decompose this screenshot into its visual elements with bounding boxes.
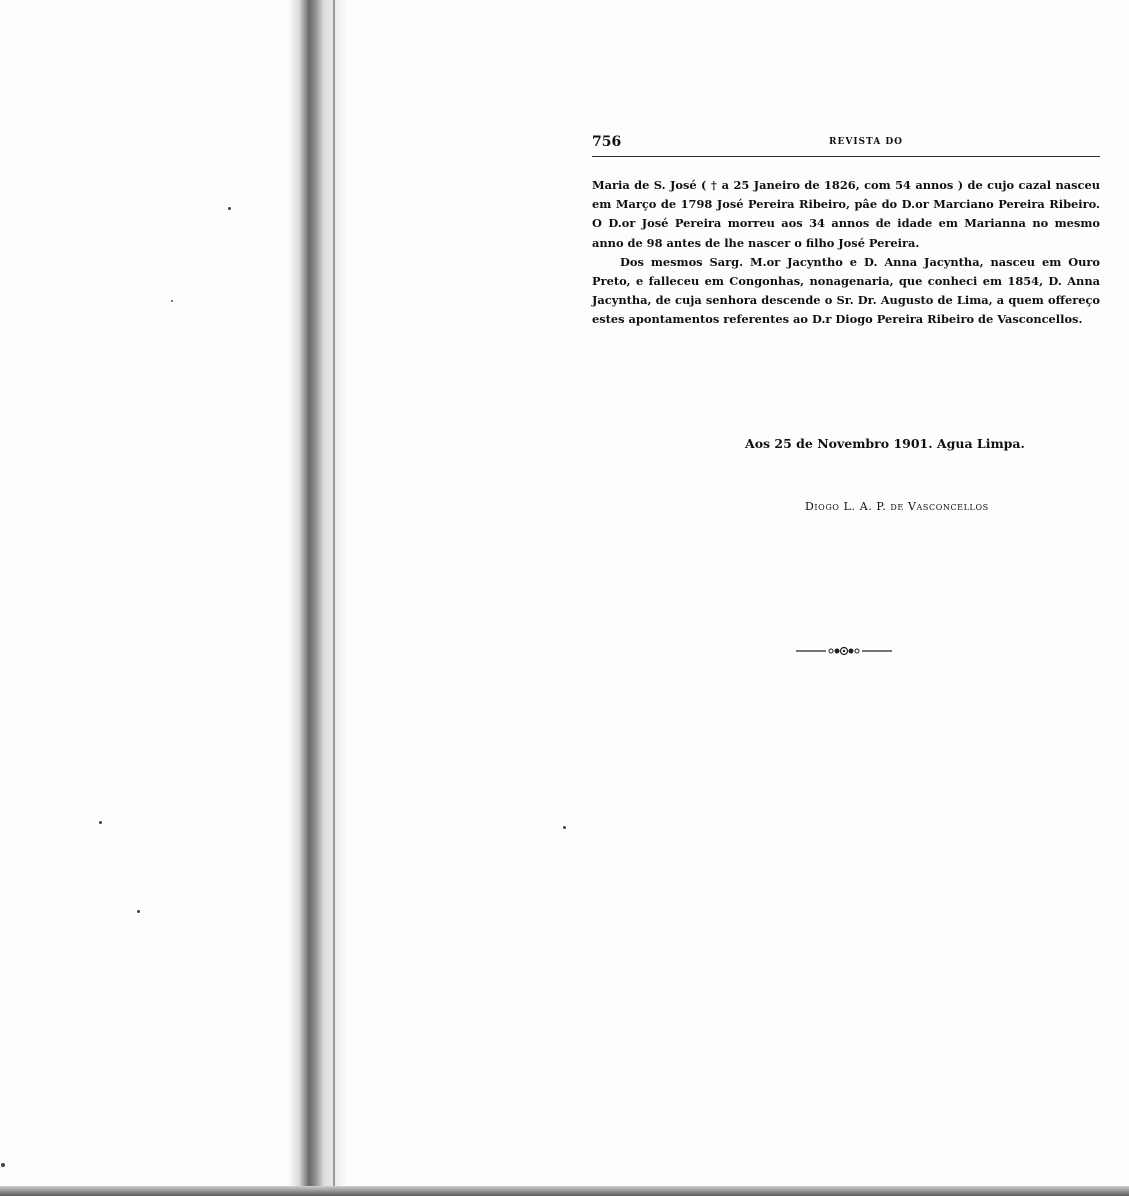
- end-ornament-icon: [796, 644, 892, 658]
- paper-speck: [1, 1163, 5, 1167]
- page-header: [592, 134, 1100, 156]
- paper-speck: [137, 910, 140, 913]
- header-rule: [592, 156, 1100, 157]
- signature-part: DE: [890, 503, 904, 512]
- gutter-line: [333, 0, 335, 1196]
- paper-speck: [228, 207, 231, 210]
- signature-part: ASCONCELLOS: [916, 503, 989, 512]
- signature-part: V: [903, 500, 917, 513]
- paper-speck: [99, 821, 102, 824]
- page-bottom-edge: [0, 1186, 1129, 1196]
- paper-speck: [563, 826, 566, 829]
- paragraph-2: Dos mesmos Sarg. M.or Jacyntho e D. Anna Jacyntha, nasceu em Ouro Preto, e falleceu em Congonhas, nonagenaria, que conheci em 1854, D. Anna Jacyntha, de cuja senhora descende o Sr. Dr. Augusto de Lima, a quem offereço estes apontamentos referentes ao D.r Diogo Pereira Ribeiro de Vasconcellos.: [592, 254, 1100, 327]
- page-number: 756: [592, 134, 622, 150]
- body-text: [592, 176, 1100, 330]
- paper-speck: [171, 300, 173, 302]
- signature-part: L. A. P.: [839, 500, 891, 513]
- book-gutter-shadow: [288, 0, 348, 1196]
- signature-part: D: [805, 500, 815, 513]
- paragraph-1: Maria de S. José ( † a 25 Janeiro de 1826, com 54 annos ) de cujo cazal nasceu em Março de 1798 José Pereira Ribeiro, pâe do D.or Marciano Pereira Ribeiro. O D.or José Pereira morreu aos 34 annos de idade em Marianna no mesmo anno de 98 antes de lhe nascer o filho José Pereira.: [592, 178, 1100, 250]
- signature-part: IOGO: [814, 503, 840, 512]
- signature: [805, 500, 989, 513]
- running-head: REVISTA DO: [829, 137, 903, 147]
- dateline: Aos 25 de Novembro 1901. Agua Limpa.: [745, 436, 1025, 451]
